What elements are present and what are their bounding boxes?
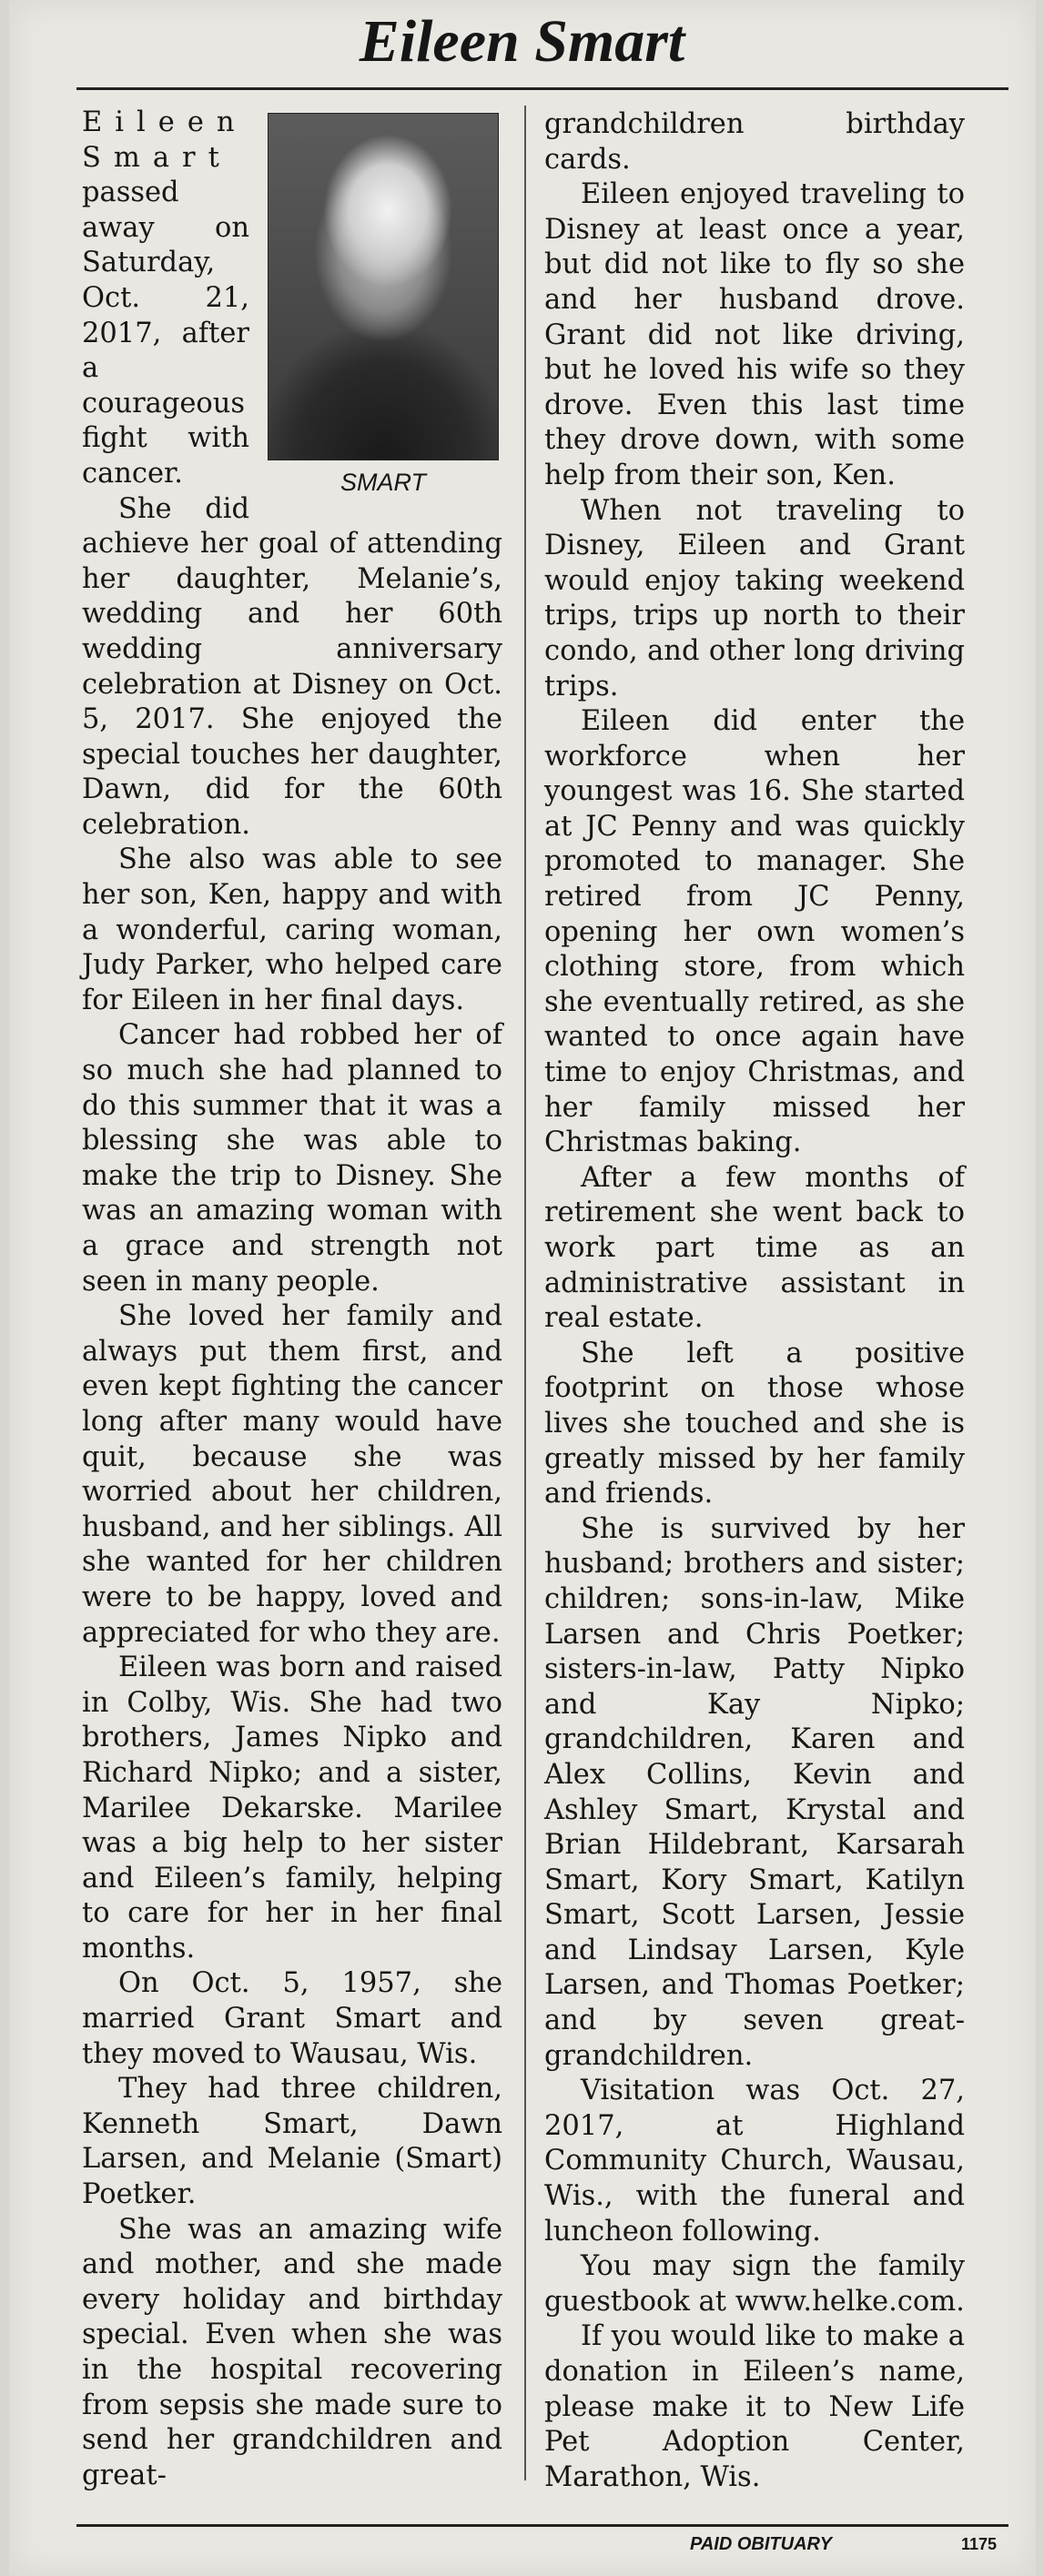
right-paragraph: When not traveling to Disney, Eileen and Grant would enjoy taking weekend trips, trips up north to their condo, and other long driving trips. <box>544 494 965 702</box>
photo-caption: SMART <box>340 469 426 496</box>
right-paragraph: Eileen enjoyed traveling to Disney at least once a year, but did not like to fly so she and her husband drove. Grant did not like driving, but he loved his wife so they drove. Even this last time they drove down, with some help from their son, Ken. <box>544 178 965 491</box>
left-paragraph: She was an amazing wife and mother, and she made every holiday and birthday special. Even when she was in the hospital recovering from sepsis she made sure to send her grandchildren and great- <box>82 2213 502 2491</box>
left-column <box>82 106 502 2493</box>
right-paragraph: After a few months of retirement she went back to work part time as an administrative assistant in real estate. <box>544 1161 965 1335</box>
portrait-photo <box>268 113 499 460</box>
right-paragraph: Visitation was Oct. 27, 2017, at Highland Community Church, Wausau, Wis., with the funeral and luncheon following. <box>544 2075 965 2248</box>
right-paragraph: She left a positive footprint on those whose lives she touched and she is greatly missed by her family and friends. <box>544 1337 965 1510</box>
ad-number: 1175 <box>961 2535 998 2553</box>
right-paragraph: If you would like to make a donation in Eileen’s name, please make it to New Life Pet Adoption Center, Marathon, Wis. <box>544 2320 965 2493</box>
intro-first-name: Eileen <box>82 106 248 138</box>
photo-block <box>264 106 502 499</box>
bottom-rule <box>76 2524 1009 2527</box>
left-paragraph: Eileen was born and raised in Colby, Wis. She had two brothers, James Nipko and Richard Nipko; and a sister, Marilee Dekarske. Marilee was a big help to her sister and Eileen’s family, helping to care for her in her final months. <box>82 1652 502 1965</box>
right-column <box>544 107 965 2495</box>
column-divider <box>524 106 526 2480</box>
right-paragraph: She is survived by her husband; brothers and sister; children; sons-in-law, Mike Larsen and Chris Poetker; sisters-in-law, Patty Nipko and Kay Nipko; grandchildren, Karen and Alex Collins, Kevin and Ashley Smart, Krystal and Brian Hildebrant, Karsarah Smart, Kory Smart, Katilyn Smart, Scott Larsen, Jessie and Lindsay Larsen, Kyle Larsen, and Thomas Poetker; and by seven great-grandchildren. <box>544 1512 965 2072</box>
paid-obituary-label: PAID OBITUARY <box>690 2534 832 2554</box>
obituary-title: Eileen Smart <box>359 8 685 75</box>
right-paragraph: You may sign the family guestbook at www.helke.com. <box>544 2250 965 2318</box>
intro-last-name: Smart <box>82 141 232 174</box>
left-paragraph: She did achieve her goal of attending her daughter, Melanie’s, wedding and her 60th wedding anniversary celebration at Disney on Oct. 5, 2017. She enjoyed the special touches her daughter, Dawn, did for the 60th celebration. <box>82 492 502 841</box>
right-paragraph: Eileen did enter the workforce when her youngest was 16. She started at JC Penny and was quickly promoted to manager. She retired from JC Penny, opening her own women’s clothing store, from which she eventually retired, as she wanted to once again have time to enjoy Christmas, and her family missed her Christmas baking. <box>544 705 965 1159</box>
left-paragraph: She loved her family and always put them first, and even kept fighting the cancer long after many would have quit, because she was worried about her children, husband, and her siblings. All she wanted for her children were to be happy, loved and appreciated for who they are. <box>82 1300 502 1649</box>
left-paragraph: She also was able to see her son, Ken, happy and with a wonderful, caring woman, Judy Parker, who helped care for Eileen in her final days. <box>82 844 502 1016</box>
left-paragraph: They had three children, Kenneth Smart, Dawn Larsen, and Melanie (Smart) Poetker. <box>82 2073 502 2211</box>
top-rule <box>76 87 1009 90</box>
left-paragraph: On Oct. 5, 1957, she married Grant Smart and they moved to Wausau, Wis. <box>82 1967 502 2070</box>
intro-rest: passed away on Saturday, Oct. 21, 2017, after a courageous fight with cancer. <box>82 177 249 490</box>
left-paragraph: Cancer had robbed her of so much she had planned to do this summer that it was a blessing she was able to make the trip to Disney. She was an amazing woman with a grace and strength not seen in many people. <box>82 1019 502 1298</box>
right-continuation: grandchildren birthday cards. <box>544 108 965 176</box>
